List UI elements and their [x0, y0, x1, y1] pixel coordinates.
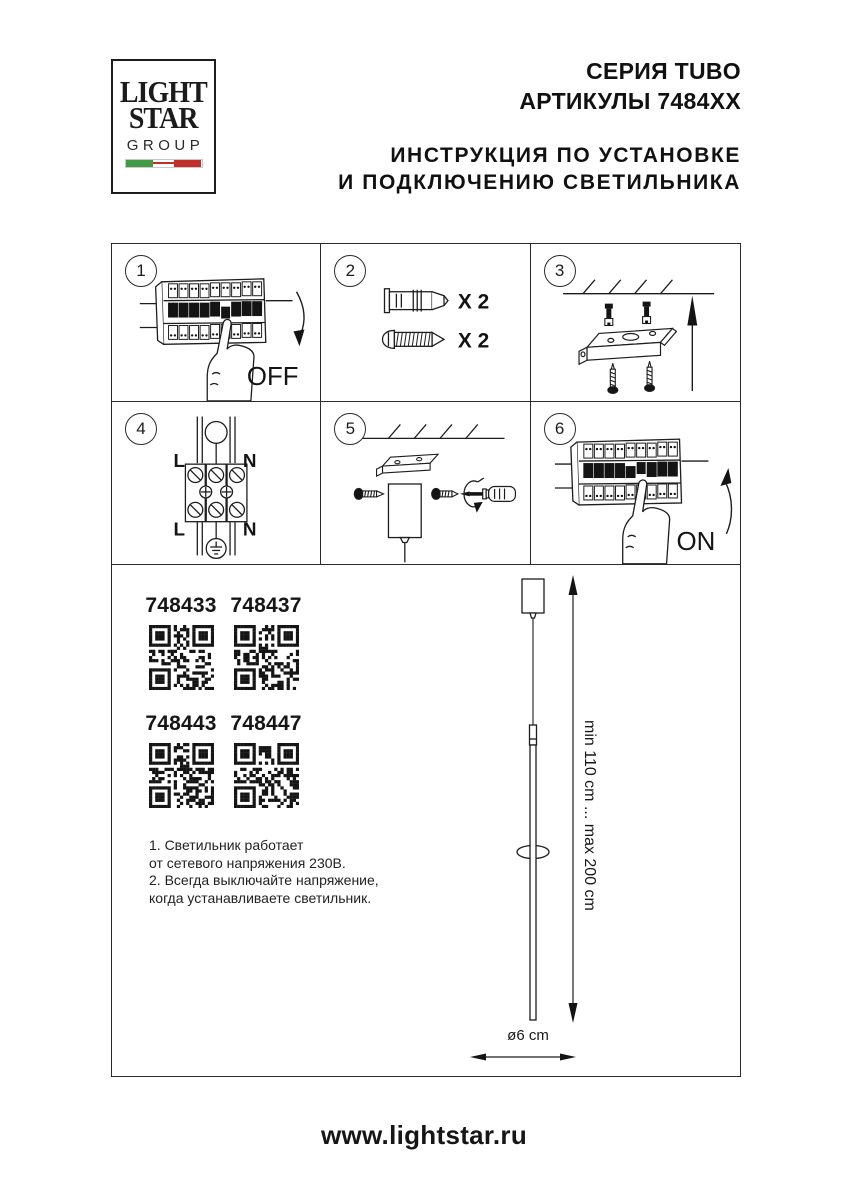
italian-flag-bar [125, 159, 203, 168]
lamp-tube [530, 745, 536, 1020]
l-bottom-label: L [173, 518, 186, 540]
note-line: 2. Всегда выключайте напряжение, [149, 872, 379, 888]
height-range-label: min 110 cm ... max 200 cm [581, 720, 598, 911]
step-6-cell [531, 402, 740, 564]
step-3-number: 3 [544, 255, 576, 287]
articles-and-dimensions-box [111, 565, 741, 1077]
installation-steps-grid [111, 243, 741, 565]
flag-red-segment [174, 160, 201, 167]
n-top-label: N [242, 450, 257, 472]
anchor-quantity: X 2 [458, 290, 490, 314]
instruction-title [338, 142, 741, 196]
ceiling-line [563, 280, 714, 294]
note-line: когда устанавливаете светильник. [149, 889, 372, 906]
n-bottom-label: N [242, 518, 257, 540]
arrow-up [687, 296, 697, 391]
step-3-cell [531, 244, 740, 402]
height-dimension-arrow [569, 575, 578, 1023]
step-2-cell [321, 244, 530, 402]
off-label: OFF [246, 362, 299, 391]
logo-word-light: LIGHT [120, 74, 207, 109]
arrow-down [294, 292, 305, 347]
lamp-canopy [522, 579, 544, 613]
step-4-number: 4 [125, 413, 157, 445]
logo-word-star: STAR [129, 100, 198, 135]
on-label: ON [676, 527, 716, 556]
lamp-cap [530, 725, 537, 745]
flag-white-segment [153, 160, 174, 167]
ceiling-line [351, 424, 505, 438]
article-code: 748433 [145, 594, 217, 617]
screw-quantity: X 2 [458, 329, 490, 353]
article-code: 748437 [230, 594, 302, 617]
website-url: www.lightstar.ru [320, 1120, 528, 1150]
note-line: 1. Светильник работает [149, 837, 304, 853]
breaker-modules [583, 442, 677, 500]
canopy [389, 484, 422, 562]
step-4-cell [112, 402, 321, 564]
header-title-block [338, 56, 741, 196]
step-1-number: 1 [125, 255, 157, 287]
screw-left [355, 488, 384, 499]
instruction-title-line1: ИНСТРУКЦИЯ ПО УСТАНОВКЕ [390, 144, 741, 167]
wall-anchor [385, 289, 448, 313]
pendant-lamp-drawing [112, 565, 742, 1077]
diameter-label: ø6 cm [507, 1027, 549, 1044]
step-2-number: 2 [334, 255, 366, 287]
logo-word-group: GROUP [126, 137, 205, 154]
anchors-pair [605, 302, 651, 326]
step-1-cell [112, 244, 321, 402]
step-5-number: 5 [334, 413, 366, 445]
screw [383, 330, 445, 348]
screwdriver [460, 486, 516, 501]
articles-title: АРТИКУЛЫ 7484XX [519, 88, 741, 114]
step-6-number: 6 [544, 413, 576, 445]
flag-green-segment [126, 160, 153, 167]
arrow-up-curved [720, 468, 731, 534]
article-code: 748447 [230, 712, 302, 735]
terminal-block [185, 464, 247, 522]
instruction-title-line2: И ПОДКЛЮЧЕНИЮ СВЕТИЛЬНИКА [338, 171, 741, 194]
note-line: от сетевого напряжения 230В. [149, 854, 346, 871]
diameter-dimension-arrow [470, 1054, 576, 1061]
breaker-modules [168, 282, 262, 340]
series-title: СЕРИЯ TUBO [586, 58, 741, 84]
ground-symbol [206, 539, 226, 559]
screws-pair [607, 361, 654, 393]
article-code: 748443 [145, 712, 217, 735]
step-5-cell [321, 402, 530, 564]
bracket-small [377, 454, 439, 476]
l-top-label: L [173, 450, 186, 472]
lightstar-logo [111, 59, 216, 194]
screw-right [432, 488, 458, 499]
mounting-bracket [579, 328, 676, 364]
